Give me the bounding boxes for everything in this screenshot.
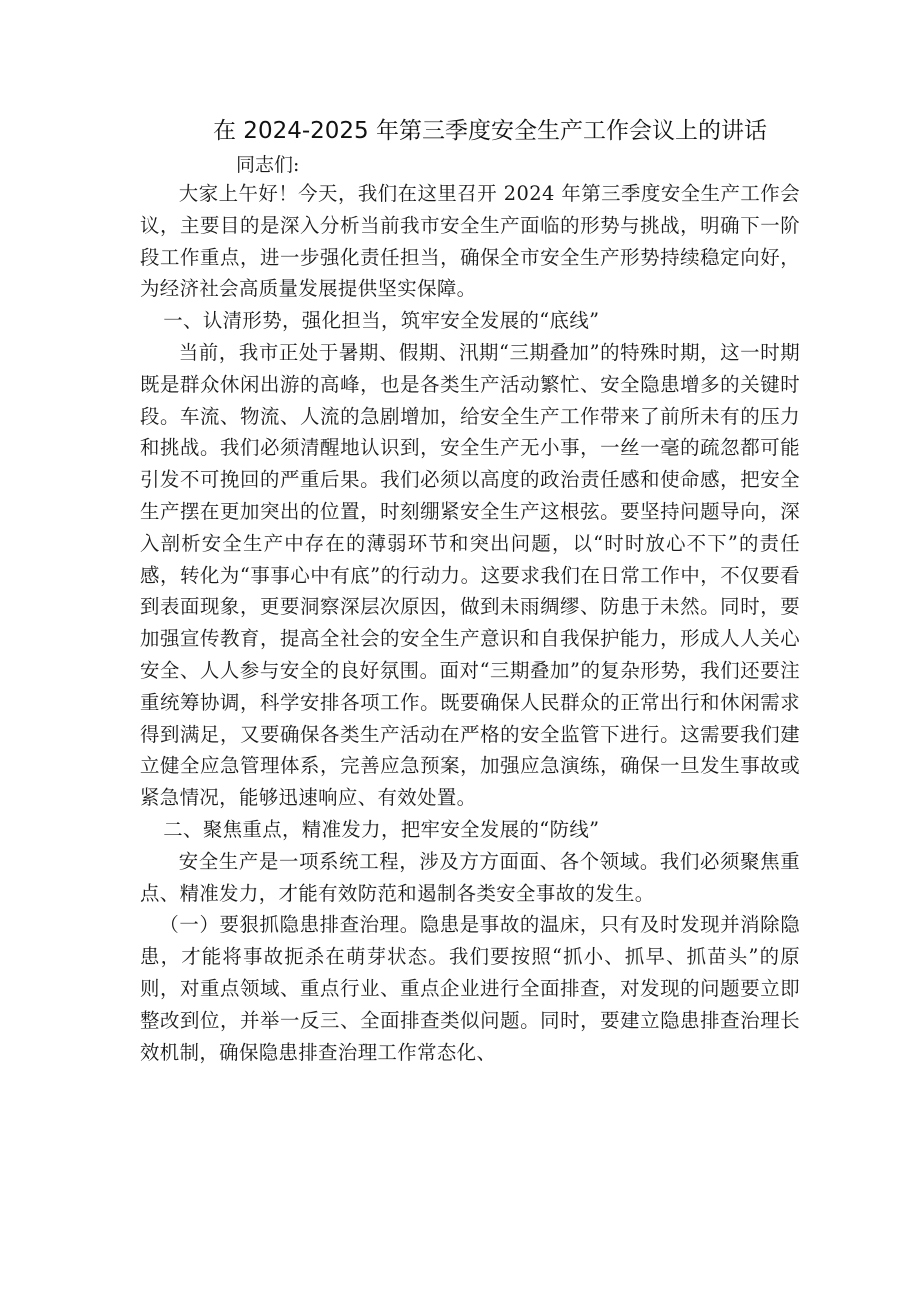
paragraph-hazard-inspection: （一）要狠抓隐患排查治理。隐患是事故的温床，只有及时发现并消除隐患，才能将事故扼杀在萌芽状态。我们要按照“抓小、抓早、抓苗头”的原则，对重点领域、重点行业、重点企业进行全面排查，对发现的问题要立即整改到位，并举一反三、全面排查类似问题。同时，要建立隐患排查治理长效机制，确保隐患排查治理工作常态化、 [140,913,800,1064]
section-heading-1: 一、认清形势，强化担当，筑牢安全发展的“底线” [163,309,600,333]
document-title: 在 2024-2025 年第三季度安全生产工作会议上的讲话 [213,118,767,144]
paragraph-situation: 当前，我市正处于暑期、假期、汛期“三期叠加”的特殊时期，这一时期既是群众休闲出游的高峰，也是各类生产活动繁忙、安全隐患增多的关键时段。车流、物流、人流的急剧增加，给安全生产工作带来了前所未有的压力和挑战。我们必须清醒地认识到，安全生产无小事，一丝一毫的疏忽都可能引发不可挽回的严重后果。我们必须以高度的政治责任感和使命感，把安全生产摆在更加突出的位置，时刻绷紧安全生产这根弦。要坚持问题导向，深入剖析安全生产中存在的薄弱环节和突出问题，以“时时放心不下”的责任感，转化为“事事心中有底”的行动力。这要求我们在日常工作中，不仅要看到表面现象，更要洞察深层次原因，做到未雨绸缪、防患于未然。同时，要加强宣传教育，提高全社会的安全生产意识和自我保护能力，形成人人关心安全、人人参与安全的良好氛围。面对“三期叠加”的复杂形势，我们还要注重统筹协调，科学安排各项工作。既要确保人民群众的正常出行和休闲需求得到满足，又要确保各类生产活动在严格的安全监管下进行。这需要我们建立健全应急管理体系，完善应急预案，加强应急演练，确保一旦发生事故或紧急情况，能够迅速响应、有效处置。 [140,340,800,810]
document-body [140,178,800,1068]
section-heading-2: 二、聚焦重点，精准发力，把牢安全发展的“防线” [163,817,600,841]
paragraph-opening: 大家上午好！今天，我们在这里召开 2024 年第三季度安全生产工作会议，主要目的是深入分析当前我市安全生产面临的形势与挑战，明确下一阶段工作重点，进一步强化责任担当，确保全市安全生产形势持续稳定向好，为经济社会高质量发展提供坚实保障。 [140,182,800,301]
paragraph-focus: 安全生产是一项系统工程，涉及方方面面、各个领域。我们必须聚焦重点、精准发力，才能有效防范和遏制各类安全事故的发生。 [140,849,800,905]
salutation: 同志们: [236,154,300,176]
